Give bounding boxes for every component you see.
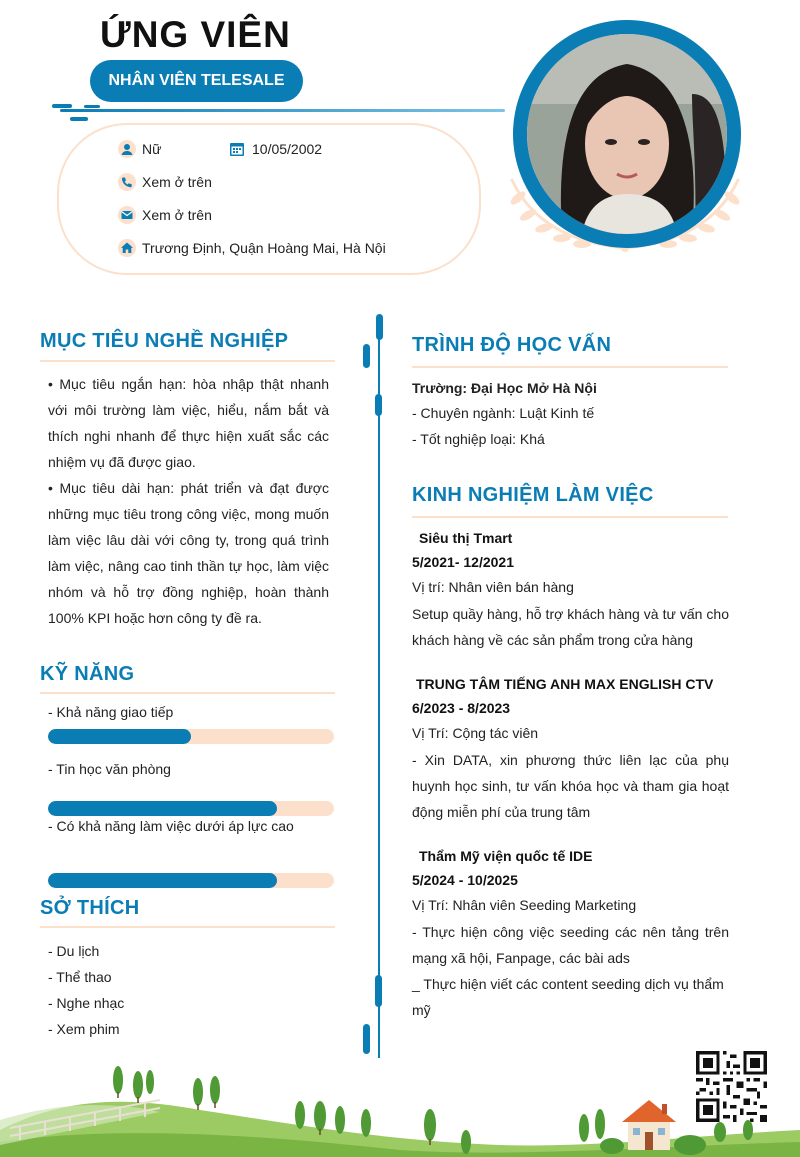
- address-row: [118, 237, 386, 259]
- job-company: Siêu thị Tmart: [419, 530, 513, 546]
- skills-rule: [40, 692, 335, 694]
- skill-bar-fill: [48, 729, 191, 744]
- divider-accent: [363, 344, 370, 368]
- education-grade: - Tốt nghiệp loại: Khá: [412, 431, 545, 447]
- hobbies-title: SỞ THÍCH: [40, 897, 140, 919]
- skill-label: - Có khả năng làm việc dưới áp lực cao: [48, 818, 294, 834]
- job-description: - Thực hiện công việc seeding các nên tảng trên mạng xã hội, Fanpage, các bài ads: [412, 924, 729, 966]
- skill-bar-fill: [48, 801, 277, 816]
- divider-accent: [375, 975, 382, 1007]
- hobby-item: - Du lịch: [48, 943, 100, 959]
- skill-bar: [48, 801, 334, 816]
- profile-photo: [527, 34, 727, 234]
- header-divider: [60, 109, 505, 112]
- email-text: Xem ở trên: [142, 207, 212, 223]
- candidate-name: ỨNG VIÊN: [100, 14, 291, 55]
- hobby-item: - Nghe nhạc: [48, 995, 125, 1011]
- education-title: TRÌNH ĐỘ HỌC VẤN: [412, 334, 612, 356]
- phone-row: [118, 171, 212, 193]
- experience-title: KINH NGHIỆM LÀM VIỆC: [412, 484, 654, 506]
- job-description: - Xin DATA, xin phương thức liên lạc của phụ huynh học sinh, tư vấn khóa học và tham gia hoạt động miễn phí của trung tâm: [412, 752, 729, 820]
- job-date: 6/2023 - 8/2023: [412, 700, 511, 716]
- hobbies-rule: [40, 926, 335, 928]
- gender-text: Nữ: [142, 141, 162, 157]
- job-company: Thẩm Mỹ viện quốc tế IDE: [419, 848, 593, 864]
- calendar-icon: [228, 140, 246, 158]
- job-role: Vị Trí: Nhân viên Seeding Marketing: [412, 897, 637, 913]
- job-role: Vị Trí: Cộng tác viên: [412, 725, 539, 741]
- skill-bar: [48, 873, 334, 888]
- job-description: _ Thực hiện viết các content seeding dịch vụ thẩm mỹ: [412, 976, 724, 1018]
- landscape-illustration: [0, 1050, 800, 1157]
- skills-title: KỸ NĂNG: [40, 663, 135, 685]
- job-date: 5/2021- 12/2021: [412, 554, 514, 570]
- skill-bar-fill: [48, 873, 277, 888]
- decor-dash: [52, 104, 72, 108]
- user-icon: [118, 140, 136, 158]
- objective-long: • Mục tiêu dài hạn: phát triển và đạt được những mục tiêu trong công việc, mong muốn làm việc lâu dài với công ty, trong quá trình làm việc, nâng cao tinh thần tự học, làm việc nhóm và hỗ trợ đồng nghiệp, hoàn thành 100% KPI hoặc hơn công ty đề ra.: [48, 480, 329, 626]
- email-row: [118, 204, 212, 226]
- objective-title: MỤC TIÊU NGHỀ NGHIỆP: [40, 330, 289, 352]
- experience-rule: [412, 516, 728, 518]
- education-rule: [412, 366, 728, 368]
- hobby-item: - Xem phim: [48, 1021, 120, 1037]
- divider-accent: [376, 314, 383, 340]
- job-company: TRUNG TÂM TIẾNG ANH MAX ENGLISH CTV: [416, 676, 714, 692]
- skill-label: - Tin học văn phòng: [48, 761, 171, 777]
- education-school: Trường: Đại Học Mở Hà Nội: [412, 380, 597, 396]
- job-date: 5/2024 - 10/2025: [412, 872, 518, 888]
- job-description: Setup quầy hàng, hỗ trợ khách hàng và tư vấn cho khách hàng về các sản phẩm trong cửa hàng: [412, 606, 729, 648]
- home-icon: [118, 239, 136, 257]
- skill-label: - Khả năng giao tiếp: [48, 704, 174, 720]
- skill-bar: [48, 729, 334, 744]
- position-badge: NHÂN VIÊN TELESALE: [90, 60, 303, 102]
- decor-dash: [70, 117, 88, 121]
- job-role: Vị trí: Nhân viên bán hàng: [412, 579, 574, 595]
- gender-row: [118, 138, 161, 160]
- hobby-list: [48, 938, 124, 1042]
- dob-text: 10/05/2002: [252, 141, 323, 157]
- divider-accent: [375, 394, 382, 416]
- address-text: Trương Định, Quận Hoàng Mai, Hà Nội: [142, 240, 386, 256]
- dob-row: [228, 138, 322, 160]
- objective-short: • Mục tiêu ngắn hạn: hòa nhập thật nhanh với môi trường làm việc, hiểu, nắm bắt và thích nghi nhanh để thực hiện xuất sắc các nhiệm vụ đã được giao.: [48, 376, 329, 470]
- objective-rule: [40, 360, 335, 362]
- column-divider: [378, 318, 380, 1058]
- phone-text: Xem ở trên: [142, 174, 212, 190]
- education-major: - Chuyên ngành: Luật Kinh tế: [412, 405, 595, 421]
- decor-dash: [84, 105, 100, 108]
- phone-icon: [118, 173, 136, 191]
- hobby-item: - Thể thao: [48, 969, 112, 985]
- email-icon: [118, 206, 136, 224]
